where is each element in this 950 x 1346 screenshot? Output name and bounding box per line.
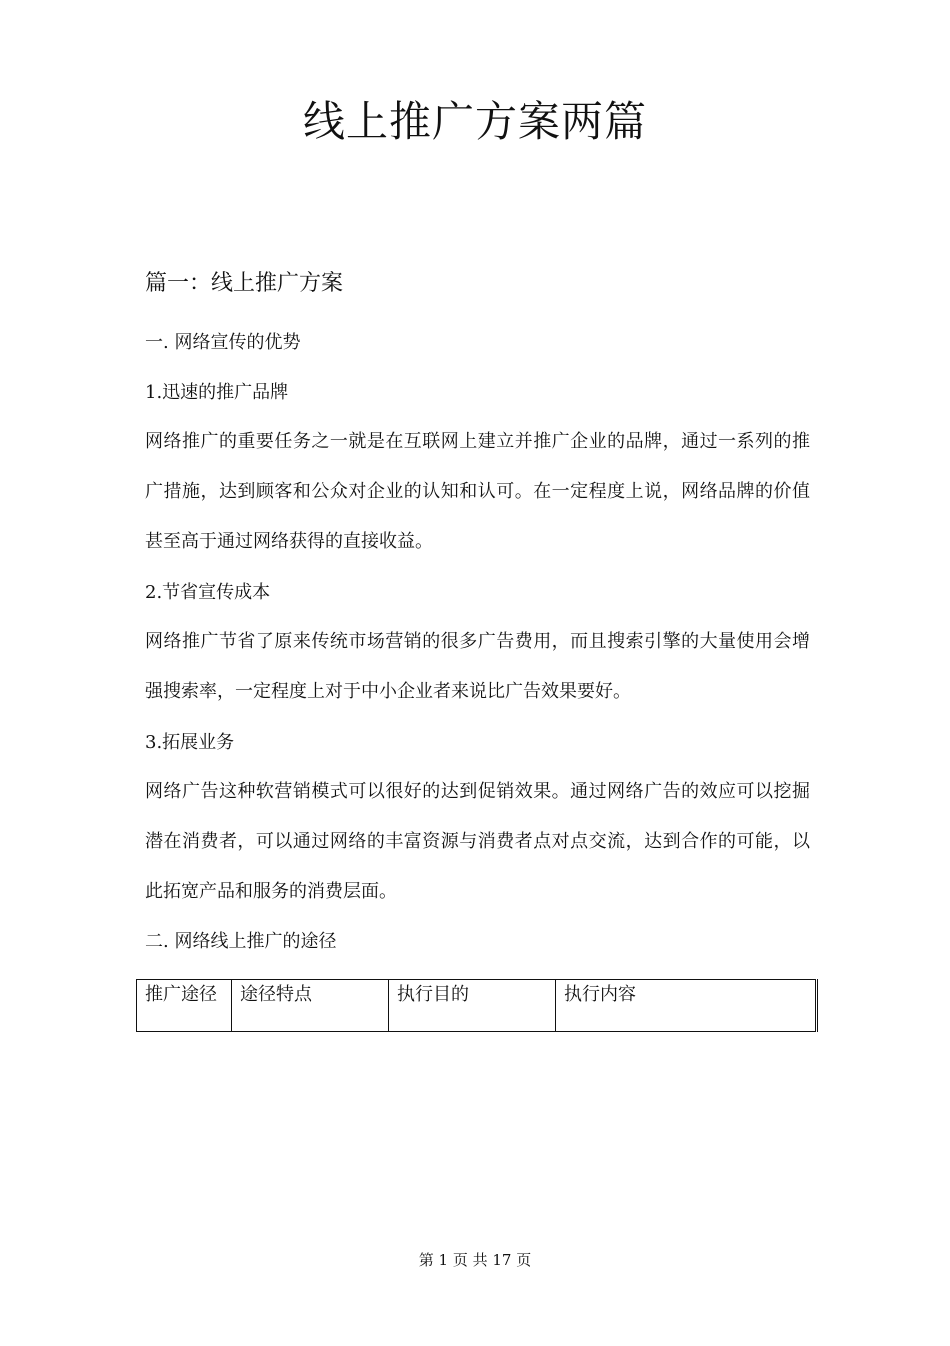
item2-heading: 2.节省宣传成本 xyxy=(145,582,271,603)
table-header-cell: 途径特点 xyxy=(232,980,389,1032)
table-header-cell: 推广途径 xyxy=(137,980,232,1032)
part2-heading: 二. 网络线上推广的途径 xyxy=(145,931,337,952)
table-header-row xyxy=(137,980,817,1032)
part1-heading: 一. 网络宣传的优势 xyxy=(145,332,301,353)
table-header-cell: 执行内容 xyxy=(556,980,817,1032)
item1-body: 网络推广的重要任务之一就是在互联网上建立并推广企业的品牌，通过一系列的推广措施，达到顾客和公众对企业的认知和认可。在一定程度上说，网络品牌的价值甚至高于通过网络获得的直接收益。 xyxy=(145,431,810,552)
promotion-routes-table xyxy=(136,979,818,1032)
item2-body: 网络推广节省了原来传统市场营销的很多广告费用，而且搜索引擎的大量使用会增强搜索率，一定程度上对于中小企业者来说比广告效果要好。 xyxy=(145,631,810,702)
item1-heading: 1.迅速的推广品牌 xyxy=(145,382,289,403)
table-header-cell: 执行目的 xyxy=(389,980,556,1032)
item3-heading: 3.拓展业务 xyxy=(145,732,235,753)
section-title: 篇一：线上推广方案 xyxy=(145,271,344,296)
document-title: 线上推广方案两篇 xyxy=(302,97,647,146)
item3-body: 网络广告这种软营销模式可以很好的达到促销效果。通过网络广告的效应可以挖掘潜在消费者，可以通过网络的丰富资源与消费者点对点交流，达到合作的可能，以此拓宽产品和服务的消费层面。 xyxy=(145,781,810,902)
page-footer: 第 1 页 共 17 页 xyxy=(418,1251,532,1269)
